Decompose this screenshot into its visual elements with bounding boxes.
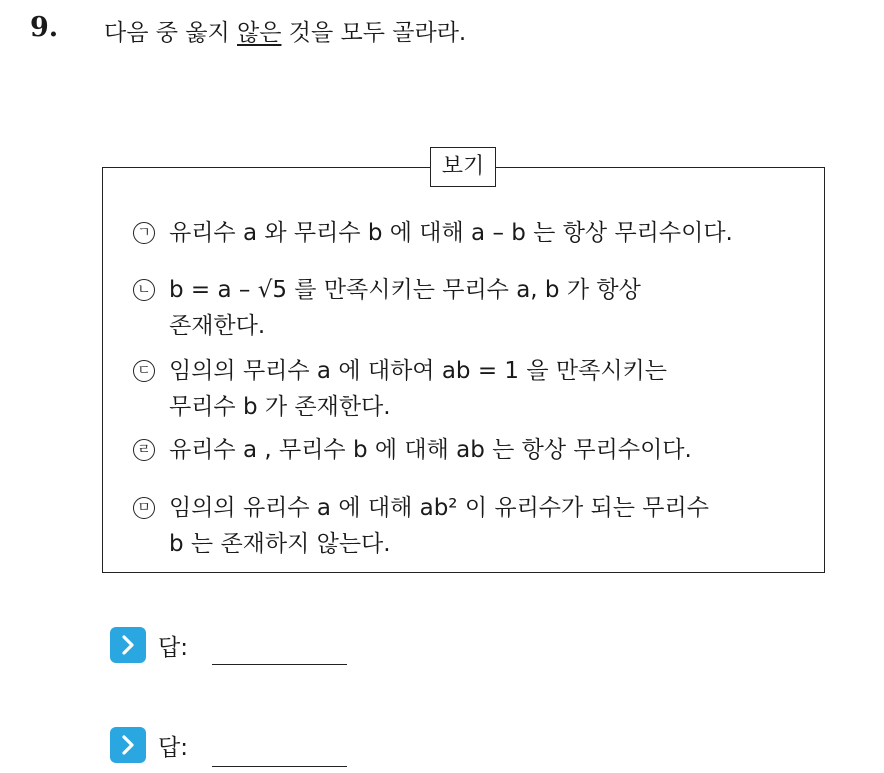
item-line: b = a – √5 를 만족시키는 무리수 a, b 가 항상 — [169, 277, 641, 303]
item-marker: ㄴ — [133, 279, 155, 301]
answer-row-1 — [110, 627, 188, 663]
answer-label: 답: — [158, 634, 188, 661]
answer-blank-1[interactable] — [212, 664, 347, 665]
item-line: 존재한다. — [169, 313, 266, 339]
item-marker: ㅁ — [133, 497, 155, 519]
item-marker: ㄱ — [133, 222, 155, 244]
item-line: 임의의 유리수 a 에 대해 ab² 이 유리수가 되는 무리수 — [169, 495, 709, 521]
answer-blank-2[interactable] — [212, 766, 347, 767]
underlined-word: 않은 — [237, 20, 282, 46]
example-item-1 — [133, 215, 733, 251]
question-text-start: 다음 중 옳지 — [104, 20, 238, 46]
item-line: 유리수 a 와 무리수 b 에 대해 a – b 는 항상 무리수이다. — [169, 220, 733, 246]
example-item-4 — [133, 432, 692, 468]
chevron-right-icon — [110, 627, 146, 663]
item-marker: ㄷ — [133, 360, 155, 382]
example-item-2 — [133, 272, 641, 344]
item-line: 무리수 b 가 존재한다. — [169, 394, 391, 420]
examples-box-title: 보기 — [430, 147, 496, 187]
item-line: 유리수 a , 무리수 b 에 대해 ab 는 항상 무리수이다. — [169, 437, 692, 463]
question-text-end: 것을 모두 골라라. — [281, 20, 467, 46]
example-item-5 — [133, 490, 709, 562]
question-number: 9. — [30, 12, 59, 43]
question-text — [104, 14, 466, 47]
item-line: b 는 존재하지 않는다. — [169, 531, 391, 557]
item-marker: ㄹ — [133, 439, 155, 461]
chevron-right-icon — [110, 727, 146, 763]
answer-row-2 — [110, 727, 188, 763]
item-line: 임의의 무리수 a 에 대하여 ab = 1 을 만족시키는 — [169, 358, 667, 384]
answer-label: 답: — [158, 734, 188, 761]
example-item-3 — [133, 353, 667, 425]
